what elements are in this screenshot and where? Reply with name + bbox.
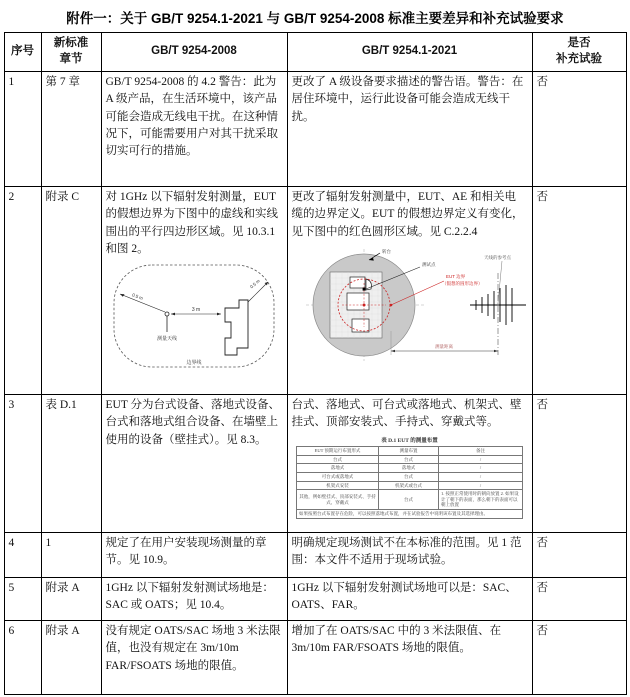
- boundary-label: 边界线: [185, 360, 202, 366]
- cell-new-text: 增加了在 OATS/SAC 中的 3 米法限值、在 3m/10m FAR/FSOATS 场地的限值。: [287, 621, 532, 695]
- cell-section: 1: [41, 533, 101, 578]
- cell-no: 5: [4, 578, 41, 621]
- table-row: [4, 578, 626, 621]
- cell-new-text: 1GHz 以下辐射发射测试场地可以是：SAC、OATS、FAR。: [287, 578, 532, 621]
- cell-new-text: 台式、落地式、可台式或落地式、机架式、壁挂式、顶部安装式、手持式、穿戴式等。 表 D.1 EUT 的测量布置 EUT 预期运行布置形式 测量布置 备注 台式 台式 / 落地式 落地式 / 可台式或落地式 台式 / 机架式安装 机架式或台式 / 其他，例如壁挂式、顶部安装式、手持式、穿戴式 台式 1. 按照正常使用时的朝向放置 2. 如果设计了朝下的表面，那么朝下的表面可以朝上放置 如果按照台式布置存在危险，可以按照落地式布置，并在试验报告中说明该布置及其选择理由。: [287, 395, 532, 533]
- header-new-standard: GB/T 9254.1-2021: [287, 33, 532, 72]
- table-row: [4, 187, 626, 395]
- cell-old-text: 1GHz 以下辐射发射测试场地是：SAC 或 OATS；见 10.4。: [101, 578, 287, 621]
- table-row: [4, 533, 626, 578]
- eut-boundary-diagram-2008: [107, 260, 282, 378]
- eut-boundary-label-2: （假想的圆形边界）: [441, 280, 482, 286]
- cell-no: 4: [4, 533, 41, 578]
- cell-supplement: 否: [532, 621, 626, 695]
- cell-old-text: 没有规定 OATS/SAC 场地 3 米法限值，也没有规定在 3m/10m FAR/FSOATS 场地的限值。: [101, 621, 287, 695]
- mini-row: 落地式 落地式 /: [297, 464, 523, 473]
- test-point-label: 测试点: [421, 261, 435, 267]
- cell-new-text: 更改了辐射发射测量中，EUT、AE 和相关电缆的边界定义。EUT 的假想边界定义有变化，见下图中的红色圆形区域。见 C.2.2.4 转台 测试点 EUT 边界 （假想的圆形边界） 天线的参考点 测量距离: [287, 187, 532, 395]
- cell-section: 第 7 章: [41, 72, 101, 187]
- cell-old-text: GB/T 9254-2008 的 4.2 警告：此为 A 级产品，在生活环境中，该产品可能会造成无线电干扰。在这种情况下，可能需要用户对其干扰采取切实可行的措施。: [101, 72, 287, 187]
- mini-footnote-row: 如果按照台式布置存在危险，可以按照落地式布置，并在试验报告中说明该布置及其选择理由。: [297, 510, 523, 519]
- cell-no: 6: [4, 621, 41, 695]
- eut-arrangement-table: [296, 446, 523, 519]
- cell-section: 附录 A: [41, 621, 101, 695]
- cell-supplement: 否: [532, 72, 626, 187]
- cell-supplement: 否: [532, 533, 626, 578]
- turntable-label: 转台: [381, 248, 391, 254]
- left-offset-label: 0.5 m: [130, 292, 144, 301]
- distance-label: 3 m: [191, 307, 200, 313]
- comparison-table: [4, 32, 627, 695]
- cell-supplement: 否: [532, 395, 626, 533]
- cell-section: 附录 C: [41, 187, 101, 395]
- header-no: 序号: [4, 33, 41, 72]
- cell-old-text: 规定了在用户安装现场测量的章节。见 10.9。: [101, 533, 287, 578]
- table-row: [4, 395, 626, 533]
- cell-supplement: 否: [532, 187, 626, 395]
- mini-header-row: EUT 预期运行布置形式 测量布置 备注: [297, 447, 523, 456]
- cell-no: 3: [4, 395, 41, 533]
- cell-old-text: EUT 分为台式设备、落地式设备、台式和落地式组合设备、在墙壁上使用的设备（壁挂式）。见 8.3。: [101, 395, 287, 533]
- cell-section: 表 D.1: [41, 395, 101, 533]
- table-row: [4, 621, 626, 695]
- cell-no: 1: [4, 72, 41, 187]
- header-old-standard: GB/T 9254-2008: [101, 33, 287, 72]
- cell-new-text: 更改了 A 级设备要求描述的警告语。警告：在居住环境中，运行此设备可能会造成无线干扰。: [287, 72, 532, 187]
- table-header-row: [4, 33, 626, 72]
- table-row: [4, 72, 626, 187]
- mini-row: 台式 台式 /: [297, 455, 523, 464]
- cell-old-text: 对 1GHz 以下辐射发射测量，EUT 的假想边界为下图中的虚线和实线围出的平行四边形区域。见 10.3.1 和图 2。 测量天线 3 m 0.5 m 0.5 m 边界线: [101, 187, 287, 395]
- measurement-distance-label: 测量距离: [434, 343, 453, 349]
- right-offset-label: 0.5 m: [248, 278, 261, 290]
- cell-supplement: 否: [532, 578, 626, 621]
- page-title: 附件一：关于 GB/T 9254.1-2021 与 GB/T 9254-2008 标准主要差异和补充试验要求: [66, 11, 564, 26]
- eut-boundary-diagram-2021: [292, 245, 528, 365]
- antenna-reference-label: 天线的参考点: [483, 254, 511, 260]
- antenna-label: 测量天线: [156, 336, 177, 342]
- cell-section: 附录 A: [41, 578, 101, 621]
- mini-row: 其他，例如壁挂式、顶部安装式、手持式、穿戴式 台式 1. 按照正常使用时的朝向放置 2. 如果设计了朝下的表面，那么朝下的表面可以朝上放置: [297, 490, 523, 510]
- eut-boundary-label: EUT 边界: [445, 273, 465, 279]
- mini-table-title: 表 D.1 EUT 的测量布置: [381, 437, 438, 444]
- cell-no: 2: [4, 187, 41, 395]
- cell-new-text: 明确规定现场测试不在本标准的范围。见 1 范围：本文件不适用于现场试验。: [287, 533, 532, 578]
- header-supplement: 是否 补充试验: [532, 33, 626, 72]
- mini-row: 机架式安装 机架式或台式 /: [297, 481, 523, 490]
- header-section: 新标准 章节: [41, 33, 101, 72]
- mini-row: 可台式或落地式 台式 /: [297, 472, 523, 481]
